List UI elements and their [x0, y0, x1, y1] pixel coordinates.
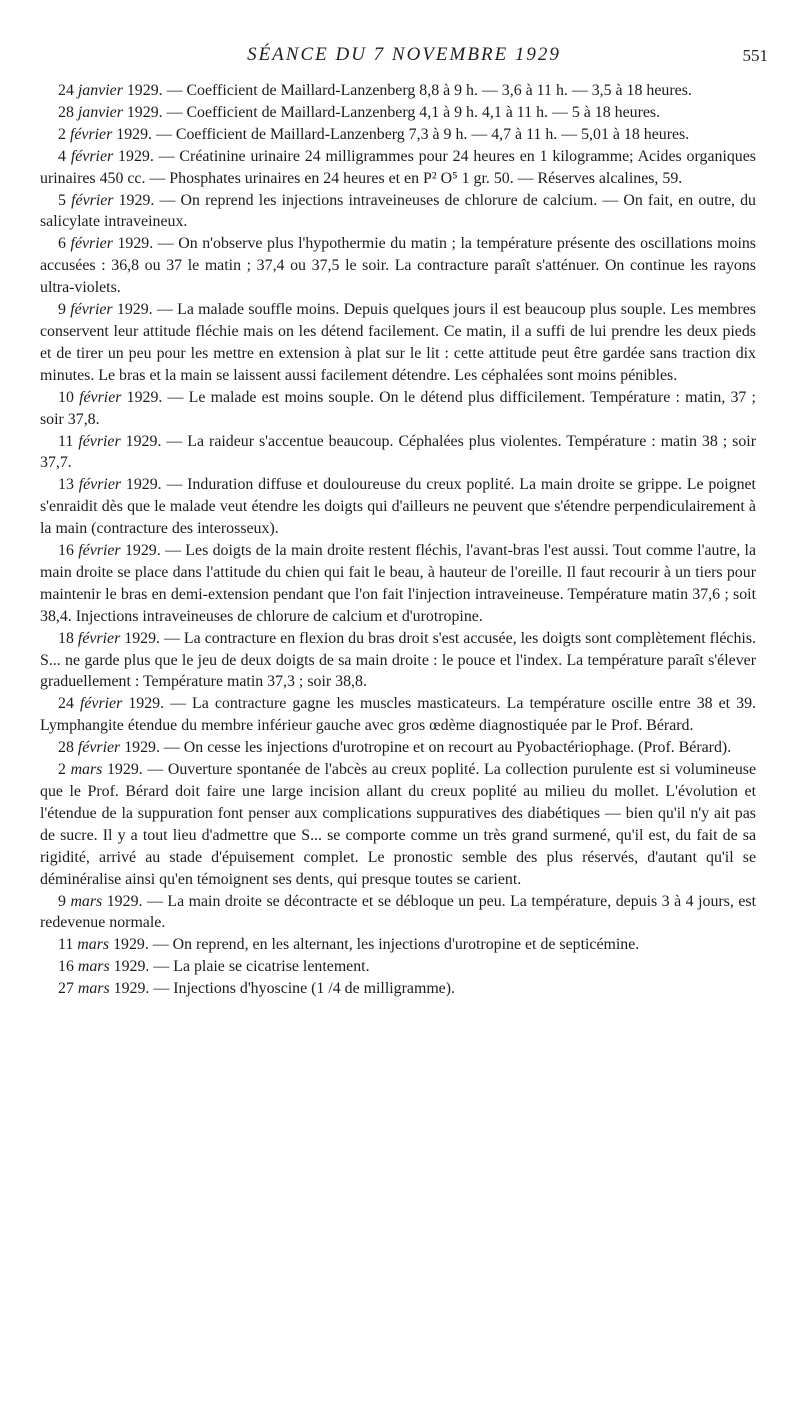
entry-month: février	[77, 629, 121, 647]
running-title: SÉANCE DU 7 NOVEMBRE 1929	[247, 44, 561, 65]
entry-month: mars	[70, 761, 103, 779]
entry-day: 2	[58, 761, 66, 779]
entry-text: 1929. — Coefficient de Maillard-Lanzenberg 8,8 à 9 h. — 3,6 à 11 h. — 3,5 à 18 heures.	[122, 82, 692, 99]
entry-month: mars	[77, 936, 110, 954]
entry-text: 1929. — On cesse les injections d'urotropine et on recourt au Pyobactériophage. (Prof. Bérard).	[120, 739, 732, 757]
entry-month: février	[78, 476, 122, 494]
entry-text: 1929. — La plaie se cicatrise lentement.	[109, 958, 370, 976]
page-number: 551	[742, 46, 768, 65]
entry-day: 4	[58, 147, 66, 165]
entry-month: février	[69, 125, 113, 143]
journal-entry	[40, 737, 756, 759]
journal-entry	[40, 956, 756, 978]
entry-text: 1929. — Injections d'hyoscine (1 /4 de milligramme).	[109, 980, 455, 998]
entry-day: 13	[58, 476, 74, 494]
entry-month: février	[71, 191, 114, 209]
journal-entry	[40, 978, 756, 1000]
journal-entry	[40, 431, 756, 475]
entry-text: 1929. — Induration diffuse et douloureuse du creux poplité. La main droite se grippe. Le poignet s'enraidit dès que le malade veut étendre les doigts qui d'ailleurs ne peuvent que s'étendre perpendiculairement à la main (contracture des interosseux).	[40, 476, 756, 538]
entry-text: 1929. — Le malade est moins souple. On le détend plus difficilement. Température : matin, 37 ; soir 37,8.	[40, 388, 756, 428]
journal-entry	[40, 233, 756, 299]
entry-day: 27	[58, 980, 74, 998]
entry-month: janvier	[77, 82, 123, 99]
journal-entry	[40, 146, 756, 190]
entry-month: février	[79, 695, 123, 713]
journal-entry	[40, 628, 756, 694]
entry-month: février	[77, 739, 121, 757]
entry-day: 11	[58, 936, 74, 954]
body-text	[40, 80, 756, 1000]
journal-entry	[40, 124, 756, 146]
entry-text: 1929. — Coefficient de Maillard-Lanzenberg 4,1 à 9 h. 4,1 à 11 h. — 5 à 18 heures.	[122, 103, 661, 121]
entry-day: 9	[58, 892, 66, 910]
entry-day: 16	[58, 542, 74, 560]
entry-text: 1929. — Créatinine urinaire 24 milligrammes pour 24 heures en 1 kilogramme; Acides organiques urinaires 450 cc. — Phosphates urinaires en 24 heures et en P² O⁵ 1 gr. 50. — Réserves alcalines, 59.	[40, 147, 756, 187]
entry-day: 9	[58, 301, 66, 319]
page-header	[40, 44, 768, 74]
journal-entry	[40, 299, 756, 387]
journal-entry	[40, 102, 756, 124]
journal-entry	[40, 540, 756, 628]
entry-text: 1929. — La contracture gagne les muscles masticateurs. La température oscille entre 38 et 39. Lymphangite étendue du membre inférieur gauche avec gros œdème diagnostiquée par le Prof. Bérard.	[40, 695, 756, 735]
entry-day: 6	[58, 235, 66, 253]
journal-entry	[40, 759, 756, 890]
journal-entry	[40, 387, 756, 431]
journal-entry	[40, 934, 756, 956]
entry-month: février	[70, 301, 113, 319]
journal-entry	[40, 80, 756, 102]
journal-entry	[40, 693, 756, 737]
entry-day: 5	[58, 191, 66, 209]
entry-text: 1929. — La main droite se décontracte et se débloque un peu. La température, depuis 3 à 4 jours, est redevenue normale.	[40, 892, 756, 932]
entry-month: février	[70, 147, 114, 165]
entry-day: 18	[58, 629, 74, 647]
entry-text: 1929. — Coefficient de Maillard-Lanzenberg 7,3 à 9 h. — 4,7 à 11 h. — 5,01 à 18 heures.	[112, 125, 690, 143]
entry-text: 1929. — La contracture en flexion du bras droit s'est accusée, les doigts sont complètement fléchis. S... ne garde plus que le jeu de deux doigts de sa main droite : le pouce et l'index. La température paraît s'élever graduellement : Température matin 37,3 ; soir 38,8.	[40, 629, 756, 691]
entry-day: 28	[58, 103, 74, 121]
entry-month: février	[78, 432, 121, 450]
entry-day: 11	[58, 432, 74, 450]
journal-entry	[40, 474, 756, 540]
entry-month: février	[70, 235, 113, 253]
entry-day: 10	[58, 388, 74, 406]
entry-month: janvier	[77, 103, 123, 121]
entry-month: février	[79, 388, 122, 406]
entry-day: 24	[58, 82, 74, 99]
journal-entry	[40, 891, 756, 935]
entry-month: mars	[77, 980, 110, 998]
entry-day: 2	[58, 125, 66, 143]
entry-text: 1929. — La malade souffle moins. Depuis quelques jours il est beaucoup plus souple. Les membres conservent leur attitude fléchie mais on les détend facilement. Ce matin, il a suffi de lui prendre les deux pieds et de tirer un peu pour les mettre en extension à plat sur le lit : cette attitude peut être gardée sans traction dix minutes. Le bras et la main se laissent aussi facilement détendre. Les céphalées sont moins pénibles.	[40, 301, 756, 384]
entry-month: février	[78, 542, 121, 560]
entry-text: 1929. — Ouverture spontanée de l'abcès au creux poplité. La collection purulente est si volumineuse que le Prof. Bérard doit faire une large incision allant du creux poplité au milieu du mollet. L'évolution et l'étendue de la suppuration font penser aux complications suppuratives des diabétiques — bien qu'il n'y ait pas de sucre. Il y a tout lieu d'admettre que S... se comporte comme un très grand surmené, qu'il est, du fait de sa rigidité, arrivé au stade d'épuisement complet. Le pronostic semble des plus réservés, d'autant qu'il se déminéralise ainsi qu'en témoignent ses dents, qui presque toutes se carient.	[40, 761, 756, 888]
entry-day: 24	[58, 695, 74, 713]
entry-day: 16	[58, 958, 74, 976]
entry-text: 1929. — La raideur s'accentue beaucoup. Céphalées plus violentes. Température : matin 38 ; soir 37,7.	[40, 432, 756, 472]
entry-text: 1929. — On reprend, en les alternant, les injections d'urotropine et de septicémine.	[109, 936, 640, 954]
entry-month: mars	[70, 892, 103, 910]
entry-day: 28	[58, 739, 74, 757]
entry-text: 1929. — Les doigts de la main droite restent fléchis, l'avant-bras l'est aussi. Tout comme l'autre, la main droite se place dans l'attitude du chien qui fait le beau, à hauteur de l'oreille. Il faut recourir à un tiers pour maintenir le bras en demi-extension pendant que l'on fait l'injection intraveineuse. Température matin 37,6 ; soit 38,4. Injections intraveineuses de chlorure de calcium et d'urotropine.	[40, 542, 756, 625]
entry-text: 1929. — On n'observe plus l'hypothermie du matin ; la température présente des oscillations moins accusées : 36,8 ou 37 le matin ; 37,4 ou 37,5 le soir. La contracture paraît s'atténuer. On continue les rayons ultra-violets.	[40, 235, 756, 297]
entry-text: 1929. — On reprend les injections intraveineuses de chlorure de calcium. — On fait, en outre, du salicylate intraveineux.	[40, 191, 756, 231]
journal-entry	[40, 190, 756, 234]
entry-month: mars	[77, 958, 110, 976]
